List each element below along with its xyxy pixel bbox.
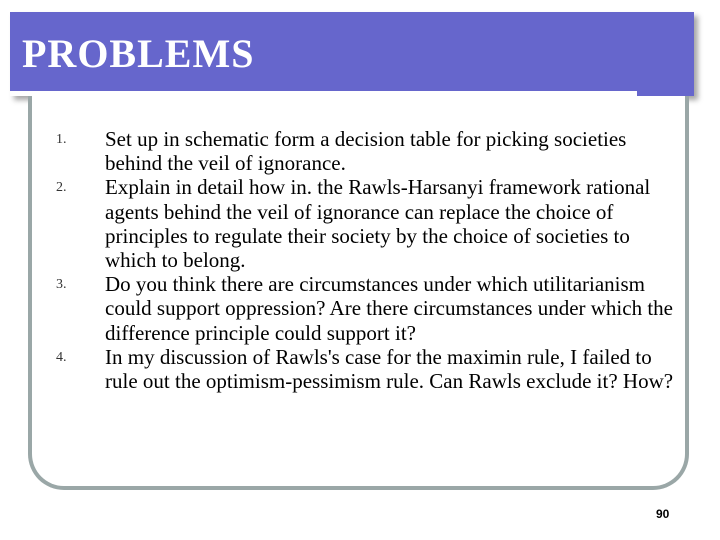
slide-title: PROBLEMS xyxy=(22,31,255,76)
problem-item-4 xyxy=(56,345,676,393)
problem-item-2 xyxy=(56,175,676,272)
problem-text: Explain in detail how in. the Rawls-Harsanyi framework rational agents behind the veil of ignorance can replace the choice of principles to regulate their society by the choice of societies to which to belong. xyxy=(105,175,651,273)
problem-item-3 xyxy=(56,272,676,345)
problem-number: 3. xyxy=(56,277,67,293)
problem-text: In my discussion of Rawls's case for the maximin rule, I failed to rule out the optimism-pessimism rule. Can Rawls exclude it? How? xyxy=(105,344,674,394)
problem-number: 1. xyxy=(56,132,67,147)
problem-item-1 xyxy=(56,127,676,175)
problem-text: Set up in schematic form a decision table for picking societies behind the veil of ignorance. xyxy=(105,127,627,176)
page-number: 90 xyxy=(656,507,670,521)
problem-number: 2. xyxy=(56,180,67,196)
problem-number: 4. xyxy=(56,349,67,365)
problem-list xyxy=(56,127,676,393)
title-bar xyxy=(10,12,694,96)
problem-text: Do you think there are circumstances under which utilitarianism could support oppression? Are there circumstances under which the difference principle could support it? xyxy=(105,272,673,345)
